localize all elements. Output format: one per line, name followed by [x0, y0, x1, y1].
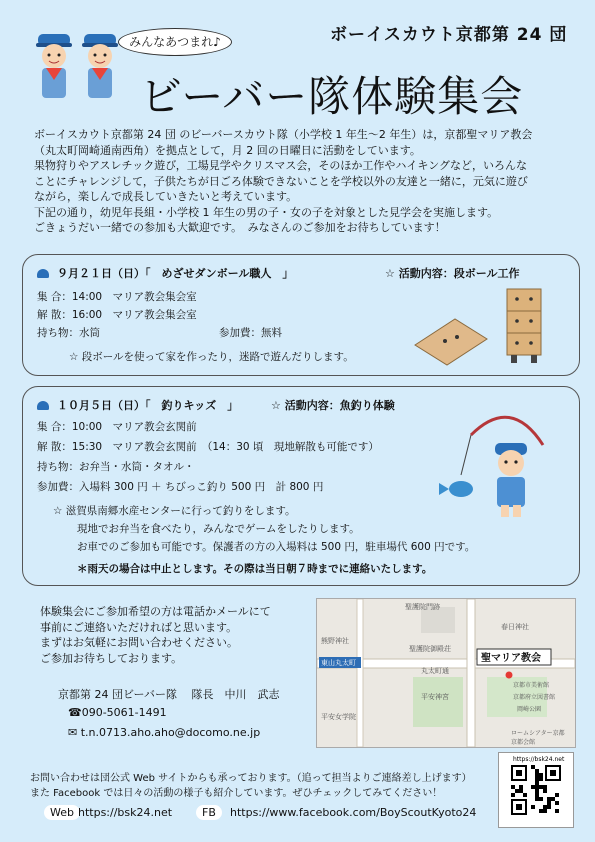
- event2-note1: ☆ 滋賀県南郷水産センターに行って釣りをします。: [53, 505, 296, 517]
- intro-line: ことにチャレンジして，子供たちが日ごろ体験できないことを学校以外の友達と一緒に，元気に遊び: [34, 174, 528, 188]
- map-place: 聖護院御殿荘: [409, 645, 451, 653]
- qr-url-text: https://bsk24.net: [513, 756, 565, 763]
- map-place: 平安女学院: [321, 713, 356, 721]
- intro-line: 果物狩りやアスレチック遊び，工場見学やクリスマス会，そのほか工作やハイキングなど，いろんな: [34, 159, 528, 172]
- web-link[interactable]: https://bsk24.net: [78, 806, 173, 819]
- intro-line: ながら，楽しんで成長していきたいと考えています。: [34, 190, 298, 203]
- map-pin-icon: [506, 672, 513, 679]
- qr-code[interactable]: [498, 752, 574, 828]
- event2-activity: ☆ 活動内容：魚釣り体験: [271, 399, 395, 412]
- event1-dismiss: 解 散：16:00 マリア教会集会室: [37, 309, 197, 321]
- map-place: 京都府立図書館: [513, 694, 556, 701]
- web-label: Web: [44, 805, 80, 820]
- map-place: 京都市美術館: [513, 682, 550, 689]
- page-title: ビーバー隊体験集会: [140, 72, 524, 121]
- cap-icon: [37, 401, 49, 410]
- event1-note: ☆ 段ボールを使って家を作ったり，迷路で遊んだりします。: [69, 351, 354, 363]
- event1-panel: [22, 254, 580, 376]
- event2-heading: １０月５日（日）「 釣りキッズ 」: [57, 399, 239, 412]
- speech-bubble: みんなあつまれ♪: [118, 28, 232, 56]
- intro-line: （丸太町岡崎通南西角）を拠点として，月 2 回の日曜日に活動をしています。: [34, 143, 421, 157]
- footer-info: [30, 771, 472, 801]
- event2-panel: [22, 386, 580, 586]
- map-station-label: 東山丸太町: [321, 659, 356, 667]
- event2-fee: 参加費：入場料 300 円 ＋ ちびっこ釣り 500 円 計 800 円: [37, 481, 324, 493]
- map-place: 聖護院門跡: [405, 603, 440, 611]
- cardboard-illustration: [411, 287, 561, 371]
- organization-name: ボーイスカウト京都第 24 団: [330, 25, 568, 45]
- signature: 京都第 24 団ビーバー隊 隊長 中川 武志: [58, 688, 280, 701]
- fishing-kid-illustration: [431, 405, 561, 521]
- email-address[interactable]: ✉ t.n.0713.aho.aho@docomo.ne.jp: [68, 726, 261, 739]
- event1-gather: 集 合：14:00 マリア教会集会室: [37, 291, 197, 303]
- intro-text: [34, 127, 574, 236]
- event1-activity: ☆ 活動内容：段ボール工作: [385, 267, 520, 280]
- map-place: 熊野神社: [321, 637, 349, 645]
- map-place: 春日神社: [501, 623, 529, 631]
- event2-gather: 集 合：10:00 マリア教会玄関前: [37, 421, 197, 433]
- intro-line: ごきょうだい一緒での参加も大歓迎です。 みなさんのご参加をお待ちしています！: [34, 221, 446, 234]
- contact-line: 事前にご連絡いただければと思います。: [40, 620, 238, 634]
- event1-fee: 参加費：無料: [219, 327, 282, 339]
- scouts-illustration: [34, 26, 124, 106]
- footer-line: お問い合わせは団公式 Web サイトからも承っております。（追って担当よりご連絡差し上げます）: [30, 773, 472, 784]
- event2-rain: ＊雨天の場合は中止とします。その際は当日朝７時までに連絡いたします。: [77, 563, 433, 575]
- map-place: 京都会館: [511, 739, 536, 746]
- event2-note3: お車でのご参加も可能です。保護者の方の入場料は 500 円，駐車場代 600 円です。: [77, 541, 476, 553]
- location-map[interactable]: [316, 598, 576, 748]
- map-place: 平安神宮: [421, 693, 449, 701]
- map-place: ロームシアター京都: [511, 730, 565, 737]
- contact-block: [40, 604, 310, 666]
- fb-link[interactable]: https://www.facebook.com/BoyScoutKyoto24: [230, 806, 477, 819]
- fb-label: FB: [196, 805, 222, 820]
- event2-dismiss: 解 散：15:30 マリア教会玄関前 （14：30 頃 現地解散も可能です）: [37, 441, 379, 453]
- map-church-label: 聖マリア教会: [481, 653, 541, 664]
- intro-line: 下記の通り，幼児年長組・小学校 1 年生の男の子・女の子を対象とした見学会を実施します。: [34, 205, 499, 219]
- footer-line: また Facebook では日々の活動の様子も紹介しています。ぜひチェックしてみてください！: [30, 788, 443, 799]
- cap-icon: [37, 269, 49, 278]
- contact-line: ご参加お待ちしております。: [40, 651, 183, 665]
- contact-line: まずはお気軽にお問い合わせください。: [40, 636, 238, 649]
- contact-line: 体験集会にご参加希望の方は電話かメールにて: [40, 605, 271, 618]
- map-place: 岡崎公園: [517, 706, 542, 713]
- event1-heading: ９月２１日（日）「 めざせダンボール職人 」: [57, 267, 294, 280]
- event2-note2: 現地でお弁当を食べたり，みんなでゲームをしたりします。: [77, 523, 360, 535]
- event2-items: 持ち物：お弁当・水筒・タオル・: [37, 461, 195, 473]
- intro-line: ボーイスカウト京都第 24 団 のビーバースカウト隊（小学校 1 年生～2 年生）は，京都聖マリア教会: [34, 128, 533, 141]
- map-road-label: 丸太町通: [421, 667, 449, 675]
- event1-items: 持ち物：水筒: [37, 327, 100, 339]
- phone-number[interactable]: ☎090-5061-1491: [68, 706, 167, 719]
